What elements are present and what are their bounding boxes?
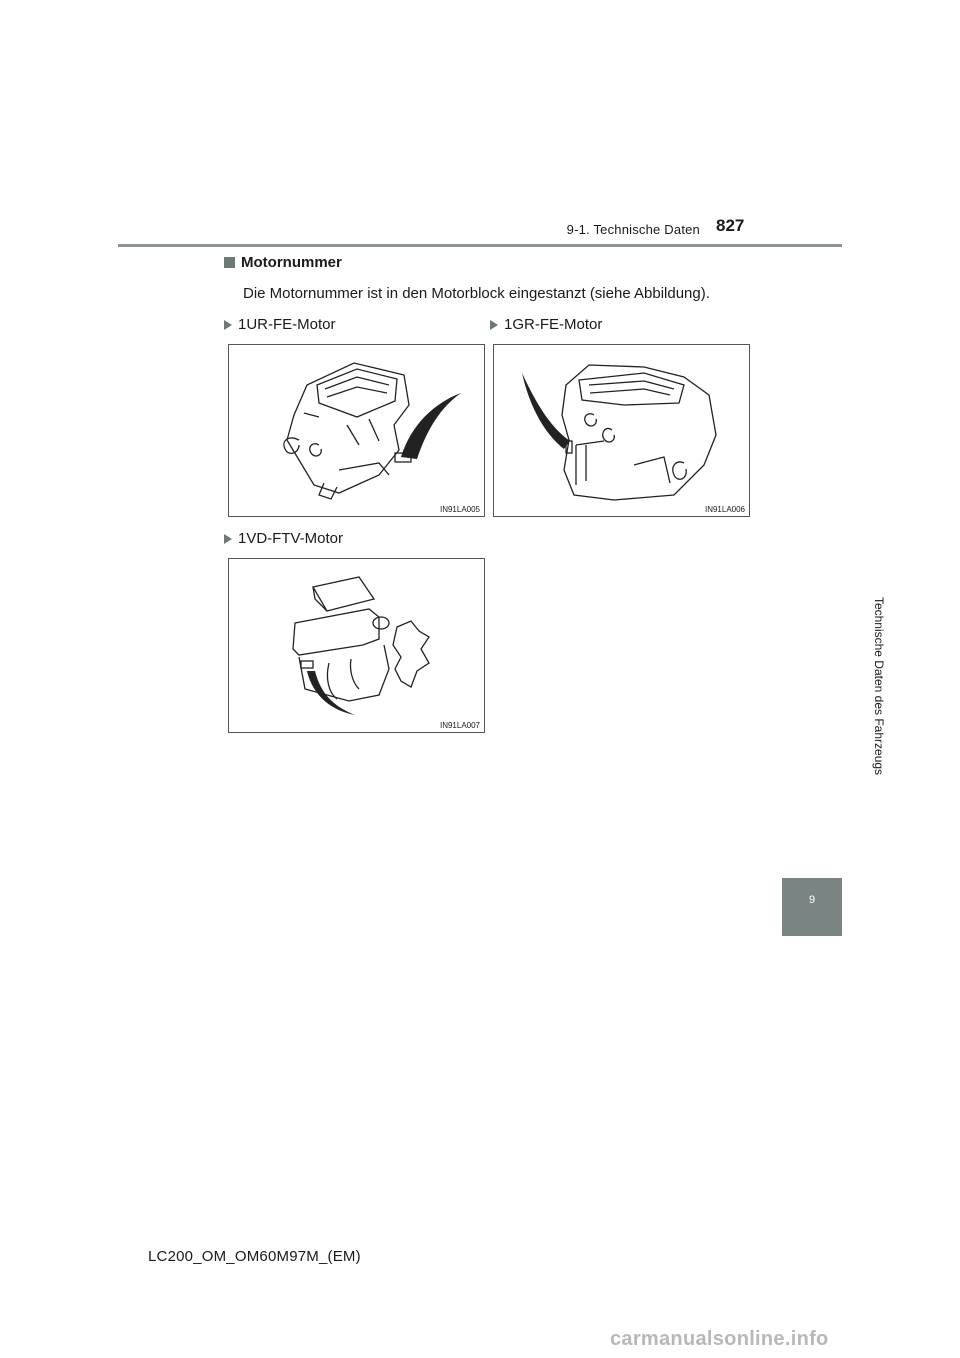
figure-label-1vd: 1VD-FTV-Motor [224,530,343,547]
triangle-bullet-icon [224,320,232,330]
triangle-bullet-icon [224,534,232,544]
triangle-bullet-icon [490,320,498,330]
chapter-tab [782,878,842,936]
figure-1ur-engine [228,344,485,517]
section-heading [224,254,342,271]
figure-code: IN91LA006 [704,505,745,514]
square-bullet-icon [224,257,235,268]
section-heading-text: Motornummer [241,254,342,271]
figure-label-1gr: 1GR-FE-Motor [490,316,602,333]
side-chapter-label: Technische Daten des Fahrzeugs [872,596,886,776]
header-section-title: 9-1. Technische Daten [566,222,700,237]
engine-illustration-1ur [229,345,486,518]
figure-code: IN91LA005 [439,505,480,514]
figure-code: IN91LA007 [439,721,480,730]
engine-illustration-1gr [494,345,751,518]
page-number: 827 [716,216,745,235]
engine-illustration-1vd [229,559,486,734]
figure-1vd-engine [228,558,485,733]
figure-1gr-engine [493,344,750,517]
watermark: carmanualsonline.info [610,1328,829,1350]
footer-doc-id: LC200_OM_OM60M97M_(EM) [148,1248,361,1265]
section-body: Die Motornummer ist in den Motorblock eingestanzt (siehe Abbildung). [243,285,710,302]
header-divider [118,244,842,247]
figure-label-1ur: 1UR-FE-Motor [224,316,336,333]
chapter-number: 9 [808,894,816,906]
